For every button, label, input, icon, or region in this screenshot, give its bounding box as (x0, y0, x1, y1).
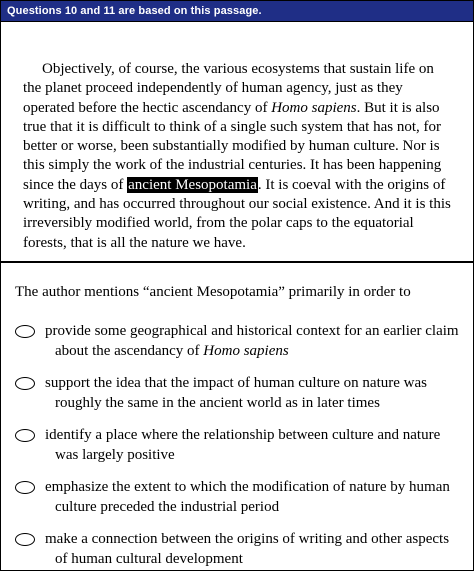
answer-option-d[interactable] (15, 478, 459, 517)
passage-header-title: Questions 10 and 11 are based on this passage. (7, 5, 262, 17)
answer-option-text: emphasize the extent to which the modification of nature by human culture preceded the industrial period (45, 479, 450, 515)
question-panel (1, 263, 473, 569)
passage-italic-term: Homo sapiens (271, 99, 357, 116)
radio-button-icon[interactable] (15, 377, 35, 390)
radio-button-icon[interactable] (15, 481, 35, 494)
passage-segment-3: . It is coeval with the origins of writing, and has occurred throughout our social existence. And it is this irreversibly modified world, from the polar caps to the equatorial forests, that is all the nature we have. (23, 176, 451, 251)
answer-option-a[interactable] (15, 322, 459, 361)
radio-button-icon[interactable] (15, 533, 35, 546)
radio-button-icon[interactable] (15, 429, 35, 442)
question-stem: The author mentions “ancient Mesopotamia” primarily in order to (15, 284, 411, 300)
answer-option-text: make a connection between the origins of writing and other aspects of human cultural development (45, 531, 450, 567)
passage-text (23, 60, 451, 253)
highlighted-phrase: ancient Mesopotamia (128, 176, 257, 193)
passage-panel (1, 22, 473, 263)
answer-option-e[interactable] (15, 530, 459, 569)
radio-button-icon[interactable] (15, 325, 35, 338)
answer-option-c[interactable] (15, 426, 459, 465)
answer-option-italic-term: Homo sapiens (203, 342, 289, 359)
answer-option-text-part: provide some geographical and historical context for an earlier claim about the ascendancy of (45, 323, 459, 359)
answer-option-b[interactable] (15, 374, 459, 413)
answer-options (15, 322, 459, 569)
passage-header-bar (1, 1, 473, 22)
answer-option-text: identify a place where the relationship between culture and nature was largely positive (45, 427, 441, 463)
answer-option-text (45, 322, 459, 361)
passage-segment-1: Objectively, of course, the various ecosystems that sustain life on the planet proceed independently of human agency, just as they operated before the hectic ascendancy of (23, 61, 434, 116)
passage-segment-2: . But it is also true that it is difficult to think of a single such system that has not, for better or worse, been substantially modified by human culture. Nor is this simply the work of the industrial centuries. It has been happening since the days of (23, 99, 442, 193)
answer-option-text: support the idea that the impact of human culture on nature was roughly the same in the ancient world as in later times (45, 375, 427, 411)
